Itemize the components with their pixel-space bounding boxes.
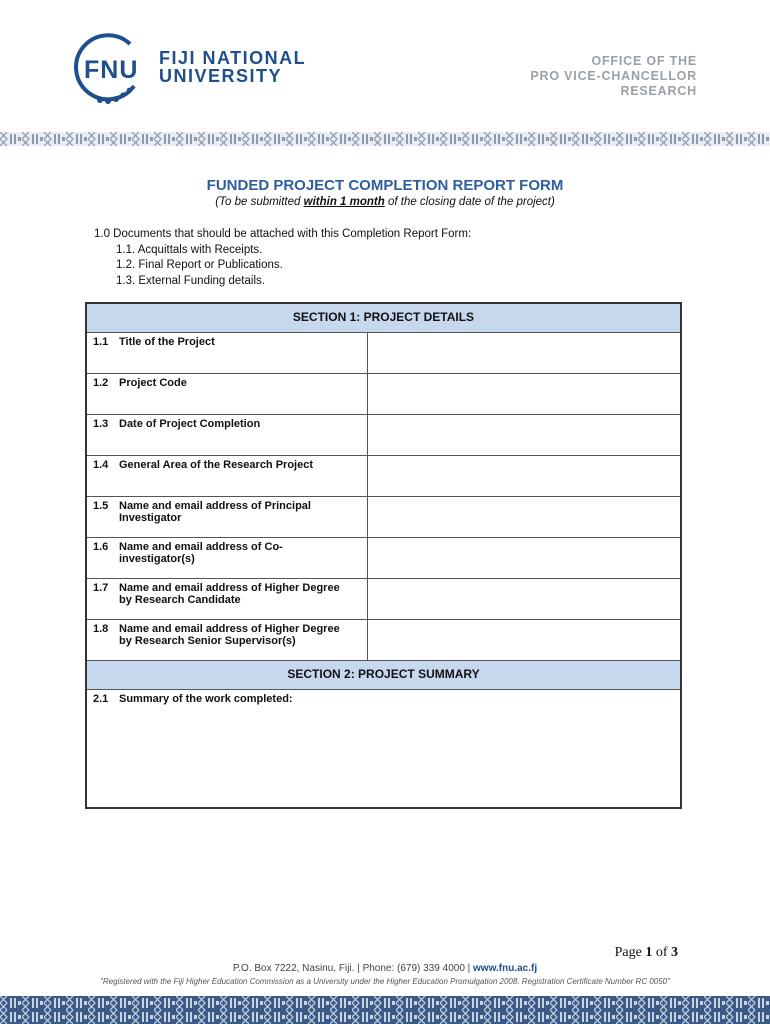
field-label-text: Title of the Project bbox=[119, 336, 215, 348]
field-number: 1.6 bbox=[93, 541, 109, 553]
completion-date-field[interactable] bbox=[368, 415, 682, 456]
section2-heading: SECTION 2: PROJECT SUMMARY bbox=[86, 661, 681, 690]
form-row-coi bbox=[86, 538, 681, 579]
field-label bbox=[86, 456, 368, 497]
office-line3: RESEARCH bbox=[620, 84, 697, 98]
form-row-summary bbox=[86, 690, 681, 809]
page-number bbox=[615, 945, 678, 961]
field-label bbox=[86, 620, 368, 661]
required-documents bbox=[94, 227, 471, 289]
form-row-date bbox=[86, 415, 681, 456]
university-name-line2: UNIVERSITY bbox=[159, 66, 283, 86]
office-line1: OFFICE OF THE bbox=[591, 54, 697, 68]
form-row-candidate bbox=[86, 579, 681, 620]
field-label-text: General Area of the Research Project bbox=[119, 459, 314, 471]
address-text: P.O. Box 7222, Nasinu, Fiji. | Phone: (679) 339 4000 | bbox=[232, 963, 474, 974]
form-row-area bbox=[86, 456, 681, 497]
field-label bbox=[86, 415, 368, 456]
pattern-icon bbox=[0, 996, 770, 1024]
project-title-field[interactable] bbox=[368, 333, 682, 374]
field-label bbox=[86, 538, 368, 579]
field-label bbox=[86, 374, 368, 415]
university-name-line1: FIJI NATIONAL bbox=[159, 48, 307, 68]
website-link[interactable]: www.fnu.ac.fj bbox=[473, 963, 538, 974]
field-label-text: Date of Project Completion bbox=[119, 418, 261, 430]
field-label-text: Summary of the work completed: bbox=[119, 693, 293, 705]
field-label bbox=[86, 579, 368, 620]
office-name bbox=[530, 54, 697, 99]
document-item: 1.2. Final Report or Publications. bbox=[116, 259, 283, 271]
document-item: 1.3. External Funding details. bbox=[116, 274, 265, 287]
field-number: 1.4 bbox=[93, 459, 109, 471]
summary-field[interactable] bbox=[86, 690, 681, 809]
section1-heading: SECTION 1: PROJECT DETAILS bbox=[86, 303, 681, 333]
form-row-pi bbox=[86, 497, 681, 538]
field-number: 1.1 bbox=[93, 336, 109, 348]
field-number: 1.7 bbox=[93, 582, 109, 594]
footer-address bbox=[0, 963, 770, 974]
research-area-field[interactable] bbox=[368, 456, 682, 497]
field-label-text: Name and email address of Co- bbox=[119, 541, 283, 553]
form-row-supervisor bbox=[86, 620, 681, 661]
subtitle-post: of the closing date of the project) bbox=[384, 196, 555, 208]
field-label-continuation: Investigator bbox=[119, 512, 182, 524]
field-label-continuation: investigator(s) bbox=[119, 553, 195, 565]
subtitle-pre: (To be submitted bbox=[215, 196, 304, 208]
decorative-band-bottom bbox=[0, 996, 770, 1024]
form-title: FUNDED PROJECT COMPLETION REPORT FORM bbox=[206, 177, 564, 194]
document-item: 1.1. Acquittals with Receipts. bbox=[116, 243, 263, 256]
hdr-candidate-field[interactable] bbox=[368, 579, 682, 620]
field-number: 1.3 bbox=[93, 418, 109, 430]
field-label-continuation: by Research Candidate bbox=[119, 594, 241, 606]
field-label-text: Name and email address of Higher Degree bbox=[119, 582, 340, 594]
co-investigator-field[interactable] bbox=[368, 538, 682, 579]
subtitle-deadline: within 1 month bbox=[303, 196, 385, 208]
documents-intro: 1.0 Documents that should be attached with this Completion Report Form: bbox=[94, 228, 472, 240]
logo-text: FNU bbox=[84, 56, 139, 84]
pattern-icon bbox=[0, 132, 770, 146]
field-label-text: Name and email address of Principal bbox=[119, 500, 311, 512]
page-of: of bbox=[655, 945, 668, 960]
page-current: 1 bbox=[645, 945, 653, 960]
field-label-continuation: by Research Senior Supervisor(s) bbox=[119, 635, 296, 647]
page-total: 3 bbox=[671, 945, 678, 960]
form-row-code bbox=[86, 374, 681, 415]
hdr-supervisor-field[interactable] bbox=[368, 620, 682, 661]
field-label-text: Project Code bbox=[119, 377, 187, 389]
form-row-title bbox=[86, 333, 681, 374]
principal-investigator-field[interactable] bbox=[368, 497, 682, 538]
field-label-text: Name and email address of Higher Degree bbox=[119, 623, 340, 635]
field-label bbox=[86, 497, 368, 538]
field-number: 1.8 bbox=[93, 623, 109, 635]
field-number: 1.2 bbox=[93, 377, 109, 389]
field-number: 1.5 bbox=[93, 500, 109, 512]
report-form-table bbox=[85, 302, 682, 809]
field-number: 2.1 bbox=[93, 693, 109, 705]
form-subtitle bbox=[0, 196, 770, 208]
page-word: Page bbox=[614, 945, 642, 960]
decorative-band-top bbox=[0, 132, 770, 146]
registration-statement: "Registered with the Fiji Higher Education Commission as a University under the Higher Education Promulgation 2008. Registration Certificate Number RC 0050" bbox=[100, 977, 670, 986]
office-line2: PRO VICE-CHANCELLOR bbox=[530, 69, 697, 83]
university-name bbox=[159, 49, 306, 85]
project-code-field[interactable] bbox=[368, 374, 682, 415]
field-label bbox=[86, 333, 368, 374]
page-header bbox=[0, 0, 770, 130]
